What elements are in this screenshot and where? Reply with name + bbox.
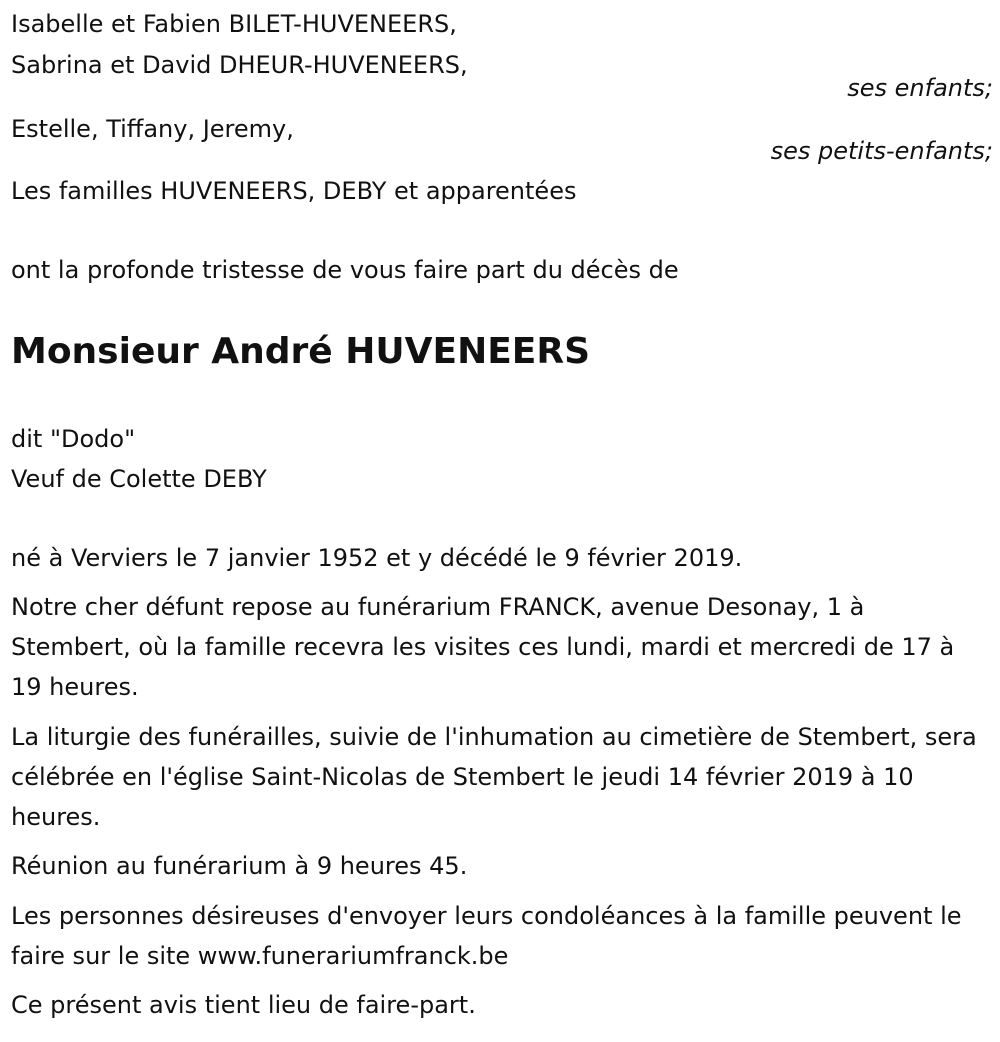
- widow-line: Veuf de Colette DEBY: [11, 465, 267, 493]
- liturgy-paragraph: La liturgie des funérailles, suivie de l'inhumation au cimetière de Stembert, sera célébrée en l'église Saint-Nicolas de Stembert le jeudi 14 février 2019 à 10 heures.: [11, 723, 977, 831]
- family-line-2: Sabrina et David DHEUR-HUVENEERS,: [11, 51, 468, 79]
- notice-line: Ce présent avis tient lieu de faire-part.: [11, 991, 476, 1019]
- families-line: Les familles HUVENEERS, DEBY et apparentées: [11, 177, 577, 205]
- deceased-name: Monsieur André HUVENEERS: [11, 331, 591, 372]
- grandchildren-label: ses petits-enfants;: [770, 137, 993, 165]
- condolences-paragraph: Les personnes désireuses d'envoyer leurs condoléances à la famille peuvent le faire sur le site www.funerariumfranck.be: [11, 902, 962, 970]
- children-label: ses enfants;: [847, 74, 993, 102]
- meeting-line: Réunion au funérarium à 9 heures 45.: [11, 852, 468, 880]
- grandchildren-line: Estelle, Tiffany, Jeremy,: [11, 115, 294, 143]
- birth-death-line: né à Verviers le 7 janvier 1952 et y décédé le 9 février 2019.: [11, 544, 743, 572]
- nickname-line: dit "Dodo": [11, 425, 136, 453]
- family-line-1: Isabelle et Fabien BILET-HUVENEERS,: [11, 10, 457, 38]
- rest-paragraph: Notre cher défunt repose au funérarium FRANCK, avenue Desonay, 1 à Stembert, où la famille recevra les visites ces lundi, mardi et mercredi de 17 à 19 heures.: [11, 593, 955, 701]
- announcement-line: ont la profonde tristesse de vous faire part du décès de: [11, 256, 679, 284]
